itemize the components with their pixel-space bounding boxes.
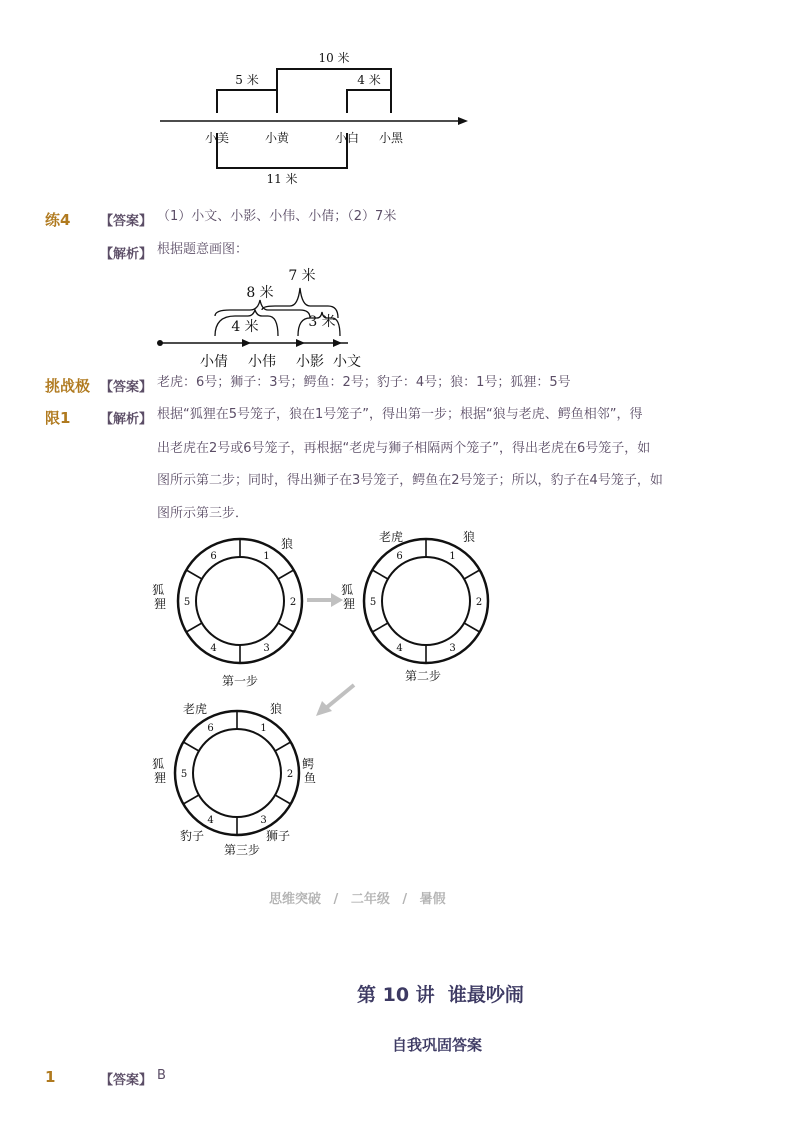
answer-tag: 【答案】 [100, 214, 153, 229]
cage-ring-step2 [337, 530, 507, 690]
label-11m: 11 米 [266, 172, 298, 186]
point-name: 小影 [296, 354, 324, 370]
section-subtitle: 自我巩固答案 [392, 1036, 483, 1054]
cage-divider [372, 623, 388, 632]
cage-divider [183, 795, 199, 804]
animal-label-croc [302, 757, 318, 785]
cage-divider [186, 623, 202, 632]
distance-diagram-q4 [150, 262, 380, 374]
cage-divider [372, 570, 388, 579]
point-name: 小黑 [378, 131, 404, 145]
label-8m: 8 米 [246, 285, 274, 301]
analysis-line: 图所示第二步；同时，得出狮子在3号笼子，鳄鱼在2号笼子；所以，豹子在4号笼子，如 [157, 473, 663, 488]
animal-label-fox [152, 757, 168, 785]
footer-separator: / [333, 892, 339, 907]
animal-label-tiger: 老虎 [378, 530, 404, 544]
cage-number: 5 [183, 597, 191, 608]
cage-number: 1 [449, 551, 456, 563]
footer-part: 二年级 [350, 892, 390, 907]
cage-ring-step1 [150, 530, 310, 690]
ring-body [178, 539, 302, 663]
step-caption: 第二步 [404, 669, 442, 683]
ring-inner [196, 557, 284, 645]
cage-number: 6 [207, 723, 214, 735]
point-name: 小美 [204, 131, 230, 145]
cage-divider [186, 570, 202, 579]
cage-divider [275, 795, 291, 804]
label-3m: 3 米 [308, 314, 336, 330]
label-5m: 5 米 [235, 73, 259, 87]
question-number: 1 [45, 1068, 56, 1086]
cage-number: 4 [207, 814, 214, 826]
point-name: 小倩 [200, 354, 228, 370]
croc-char-1: 鳄 [302, 757, 315, 771]
step-caption: 第一步 [221, 674, 259, 688]
animal-label-lion: 狮子 [265, 829, 291, 843]
label-10m: 10 米 [318, 51, 350, 65]
cage-number: 2 [475, 597, 483, 608]
croc-char-2: 鱼 [303, 771, 317, 785]
cage-number: 1 [260, 723, 267, 735]
animal-label-fox [152, 583, 168, 611]
fox-char-2: 狸 [153, 597, 167, 611]
animal-label-wolf: 狼 [280, 537, 294, 551]
analysis-line: 根据“狐狸在5号笼子，狼在1号笼子”，得出第一步；根据“狼与老虎、鳄鱼相邻”，得 [157, 407, 643, 422]
page-footer [269, 888, 446, 907]
animal-label-wolf: 狼 [269, 702, 283, 716]
point-name: 小白 [334, 131, 360, 145]
cage-number: 2 [289, 597, 297, 608]
cage-divider [275, 742, 291, 751]
animal-label-leopard: 豹子 [179, 829, 205, 843]
question-number: 限1 [45, 409, 71, 427]
animal-label-fox [341, 583, 357, 611]
cage-number: 5 [180, 769, 188, 780]
cage-number: 1 [263, 551, 270, 563]
analysis-text: 根据题意画图： [157, 242, 249, 257]
point-name: 小伟 [248, 354, 276, 370]
analysis-tag: 【解析】 [100, 247, 153, 262]
fox-char-1: 狐 [152, 583, 165, 597]
cage-divider [464, 623, 480, 632]
label-7m: 7 米 [288, 268, 316, 284]
fox-char-1: 狐 [341, 583, 354, 597]
cage-number: 4 [210, 642, 217, 654]
label-4m: 4 米 [357, 73, 381, 87]
fox-char-1: 狐 [152, 757, 165, 771]
step-caption: 第三步 [223, 843, 261, 857]
animal-label-tiger: 老虎 [182, 702, 208, 716]
ring-body [364, 539, 488, 663]
cage-number: 3 [449, 642, 456, 654]
cage-number: 5 [369, 597, 377, 608]
cage-number: 6 [396, 551, 403, 563]
cage-number: 4 [396, 642, 403, 654]
answer-text: B [157, 1068, 166, 1083]
analysis-tag: 【解析】 [100, 412, 153, 427]
fox-char-2: 狸 [153, 771, 167, 785]
answer-text: 老虎：6号；狮子：3号；鳄鱼：2号；豹子：4号；狼：1号；狐狸：5号 [157, 375, 571, 390]
cage-number: 3 [260, 814, 267, 826]
cage-ring-step3 [150, 700, 325, 865]
cage-number: 2 [286, 769, 294, 780]
footer-part: 暑假 [419, 892, 446, 907]
cage-number: 3 [263, 642, 270, 654]
footer-part: 思维突破 [269, 892, 322, 907]
question-number: 挑战极 [45, 377, 91, 395]
animal-label-wolf: 狼 [462, 530, 476, 544]
cage-divider [278, 623, 294, 632]
cage-divider [183, 742, 199, 751]
point-name: 小文 [333, 354, 361, 370]
analysis-line: 出老虎在2号或6号笼子，再根据“老虎与狮子相隔两个笼子”，得出老虎在6号笼子，如 [157, 441, 651, 456]
cage-divider [278, 570, 294, 579]
answer-text: （1）小文、小影、小伟、小倩；（2）7米 [157, 209, 397, 224]
point-name: 小黄 [264, 131, 290, 145]
footer-separator: / [402, 892, 408, 907]
ring-inner [382, 557, 470, 645]
question-number: 练4 [45, 211, 71, 229]
lecture-title: 第 10 讲 谁最吵闹 [357, 984, 524, 1006]
answer-tag: 【答案】 [100, 1073, 153, 1088]
cage-divider [464, 570, 480, 579]
ring-body [175, 711, 299, 835]
fox-char-2: 狸 [342, 597, 356, 611]
analysis-line: 图所示第三步． [157, 506, 249, 521]
label-4m: 4 米 [231, 319, 259, 335]
distance-diagram-top [150, 40, 480, 190]
ring-inner [193, 729, 281, 817]
answer-tag: 【答案】 [100, 380, 153, 395]
cage-number: 6 [210, 551, 217, 563]
